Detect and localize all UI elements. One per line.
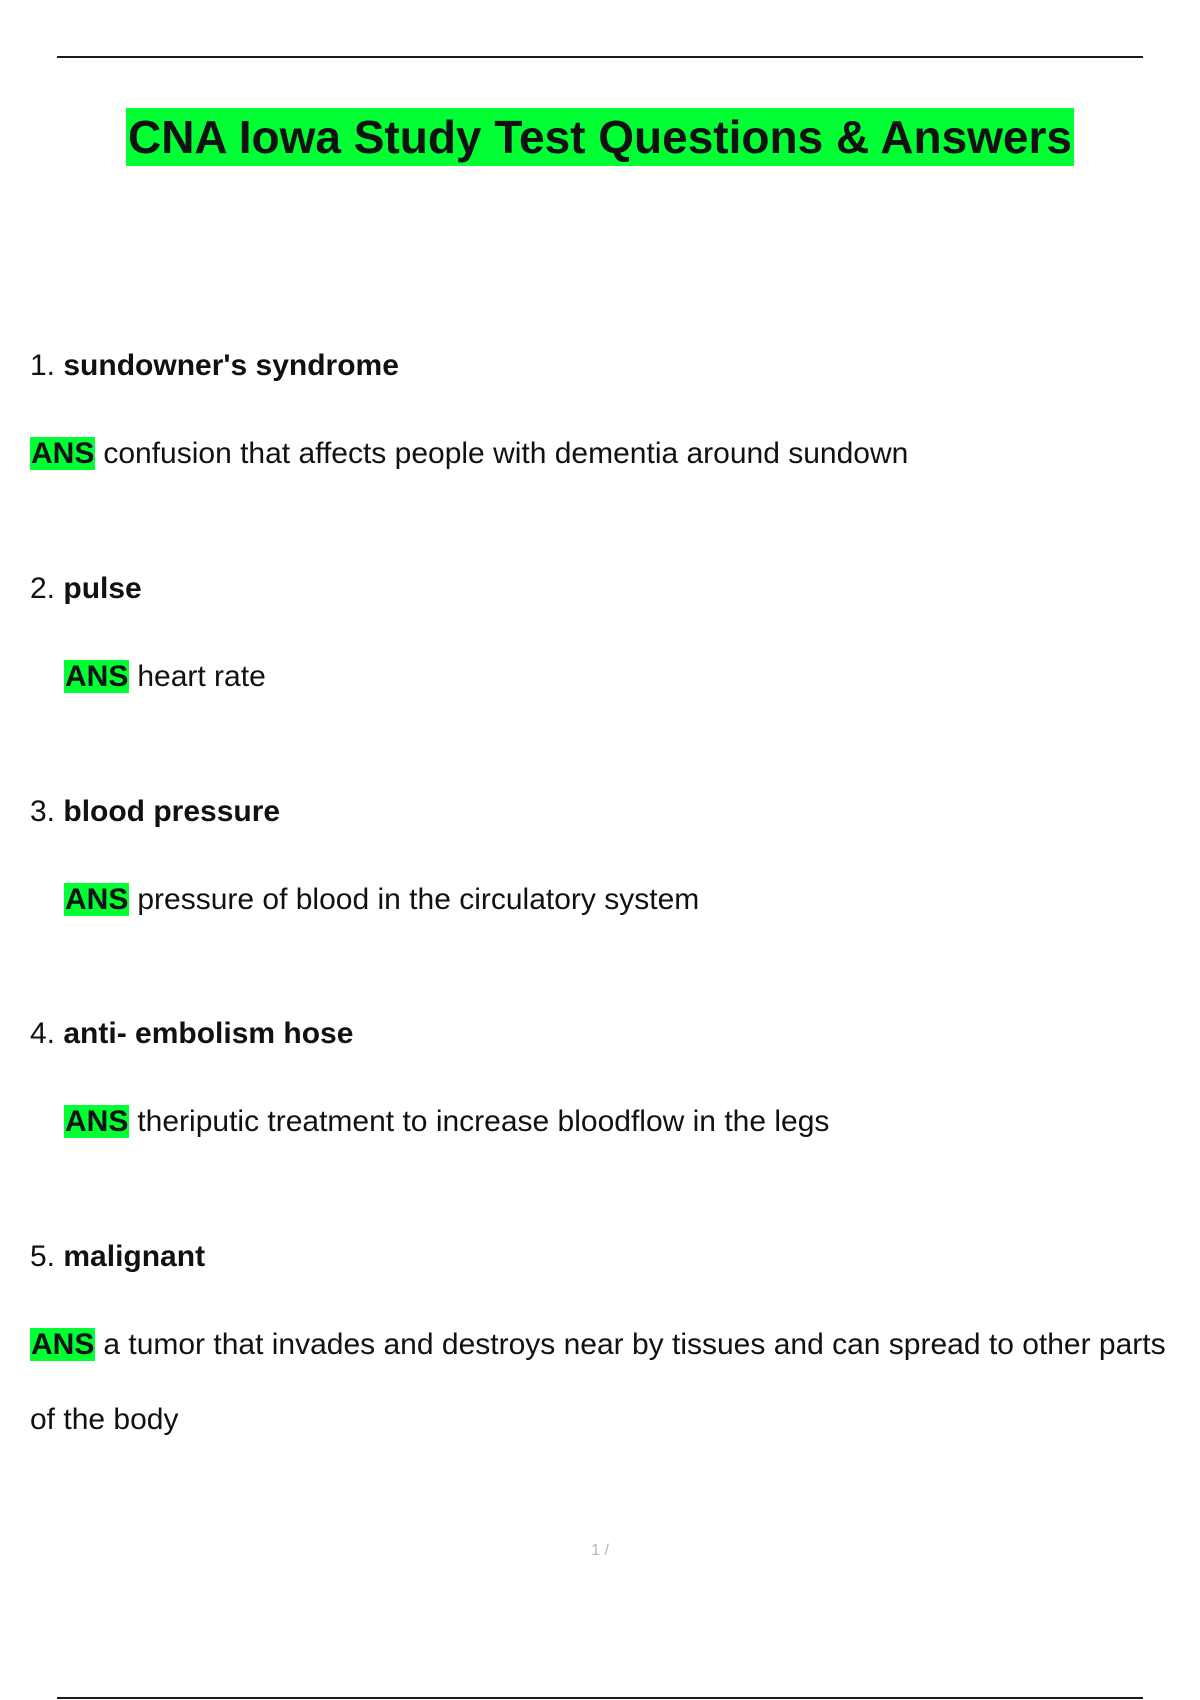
answer-text: theriputic treatment to increase bloodflow in the legs	[137, 1105, 830, 1138]
answer-text: heart rate	[137, 660, 266, 693]
ans-tag: ANS	[31, 437, 95, 470]
answer	[30, 1084, 1180, 1159]
question-term: anti- embolism hose	[63, 1017, 354, 1050]
ans-tag: ANS	[31, 1328, 95, 1361]
question-term: pulse	[63, 572, 142, 605]
answer	[30, 639, 1180, 714]
question-number: 1.	[30, 349, 56, 382]
top-rule	[57, 56, 1143, 58]
answer-text: confusion that affects people with dementia around sundown	[103, 437, 909, 470]
question	[30, 794, 1180, 830]
answer	[30, 416, 1180, 491]
document-title: CNA Iowa Study Test Questions & Answers	[126, 108, 1074, 166]
answer	[30, 862, 1180, 937]
question	[30, 348, 1180, 384]
ans-tag: ANS	[65, 1105, 129, 1138]
answer-text: a tumor that invades and destroys near by tissues and can spread to other parts of the body	[30, 1328, 1166, 1436]
qa-item-5	[30, 1239, 1180, 1457]
question	[30, 571, 1180, 607]
answer-text: pressure of blood in the circulatory system	[137, 883, 700, 916]
page-number: 1 /	[591, 1542, 609, 1559]
qa-item-2	[30, 571, 1180, 714]
qa-item-3	[30, 794, 1180, 937]
question-number: 2.	[30, 572, 56, 605]
title-container	[0, 108, 1200, 166]
ans-tag: ANS	[65, 883, 129, 916]
question-number: 5.	[30, 1240, 56, 1273]
question-term: blood pressure	[63, 795, 281, 828]
question-term: malignant	[63, 1240, 206, 1273]
qa-item-4	[30, 1016, 1180, 1159]
question	[30, 1239, 1180, 1275]
bottom-rule	[57, 1697, 1143, 1699]
answer	[30, 1307, 1180, 1457]
question-number: 3.	[30, 795, 56, 828]
question-number: 4.	[30, 1017, 56, 1050]
question-term: sundowner's syndrome	[63, 349, 399, 382]
ans-tag: ANS	[65, 660, 129, 693]
qa-item-1	[30, 348, 1180, 491]
question	[30, 1016, 1180, 1052]
